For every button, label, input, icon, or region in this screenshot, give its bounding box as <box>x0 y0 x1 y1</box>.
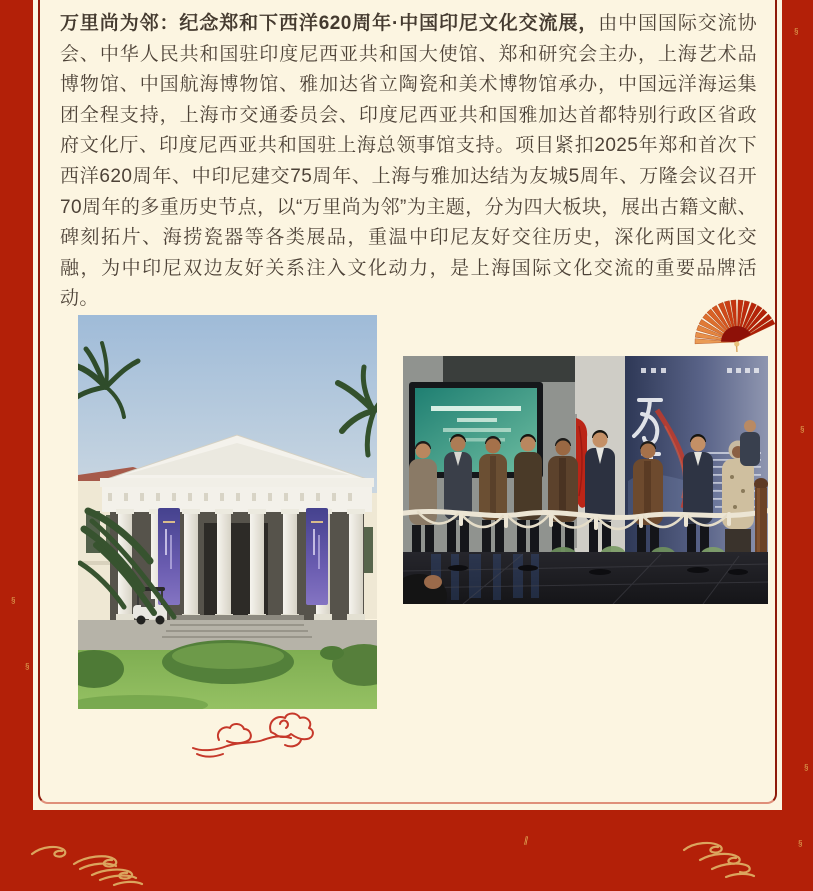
gold-accent-mark: § <box>800 425 805 434</box>
content-panel <box>33 0 782 810</box>
gold-accent-mark: § <box>11 596 16 605</box>
ceremony-photo-scene <box>403 356 768 604</box>
red-cloud-outline-icon <box>183 710 317 766</box>
gold-accent-mark: § <box>794 27 799 36</box>
article-body: 由中国国际交流协会、中华人民共和国驻印度尼西亚共和国大使馆、郑和研究会主办，上海艺术品博物馆、中国航海博物馆、雅加达省立陶瓷和美术博物馆承办，中国远洋海运集团全程支持，上海市交通委员会、印度尼西亚共和国雅加达首都特别行政区省政府文化厅、印度尼西亚共和国驻上海总领事馆支持。项目紧扣2025年郑和首次下西洋620周年、中印尼建交75周年、上海与雅加达结为友城5周年、万隆会议召开70周年的多重历史节点，以“万里尚为邻”为主题，分为四大板块，展出古籍文献、碑刻拓片、海捞瓷器等各类展品，重温中印尼友好交往历史，深化两国文化交融，为中印尼双边友好关系注入文化动力，是上海国际文化交流的重要品牌活动。 <box>60 13 757 310</box>
museum-facade-photo[interactable] <box>78 315 377 709</box>
gold-accent-mark: § <box>25 662 30 671</box>
gold-accent-mark: § <box>798 839 803 848</box>
red-folding-fan-icon <box>691 296 785 352</box>
article-lead: 万里尚为邻：纪念郑和下西洋620周年·中国印尼文化交流展， <box>60 13 599 34</box>
ribbon-cutting-ceremony-photo[interactable] <box>403 356 768 604</box>
exhibition-banner <box>306 508 328 605</box>
footer-border <box>0 810 813 891</box>
gold-accent-mark: § <box>804 763 809 772</box>
gold-accent-mark: ∥ <box>523 834 530 846</box>
article-paragraph <box>60 9 757 315</box>
building-photo-scene <box>78 315 377 709</box>
gold-cloud-swirl-icon <box>678 836 768 884</box>
foreground-head <box>403 574 447 604</box>
gold-cloud-swirl-icon <box>28 838 148 888</box>
